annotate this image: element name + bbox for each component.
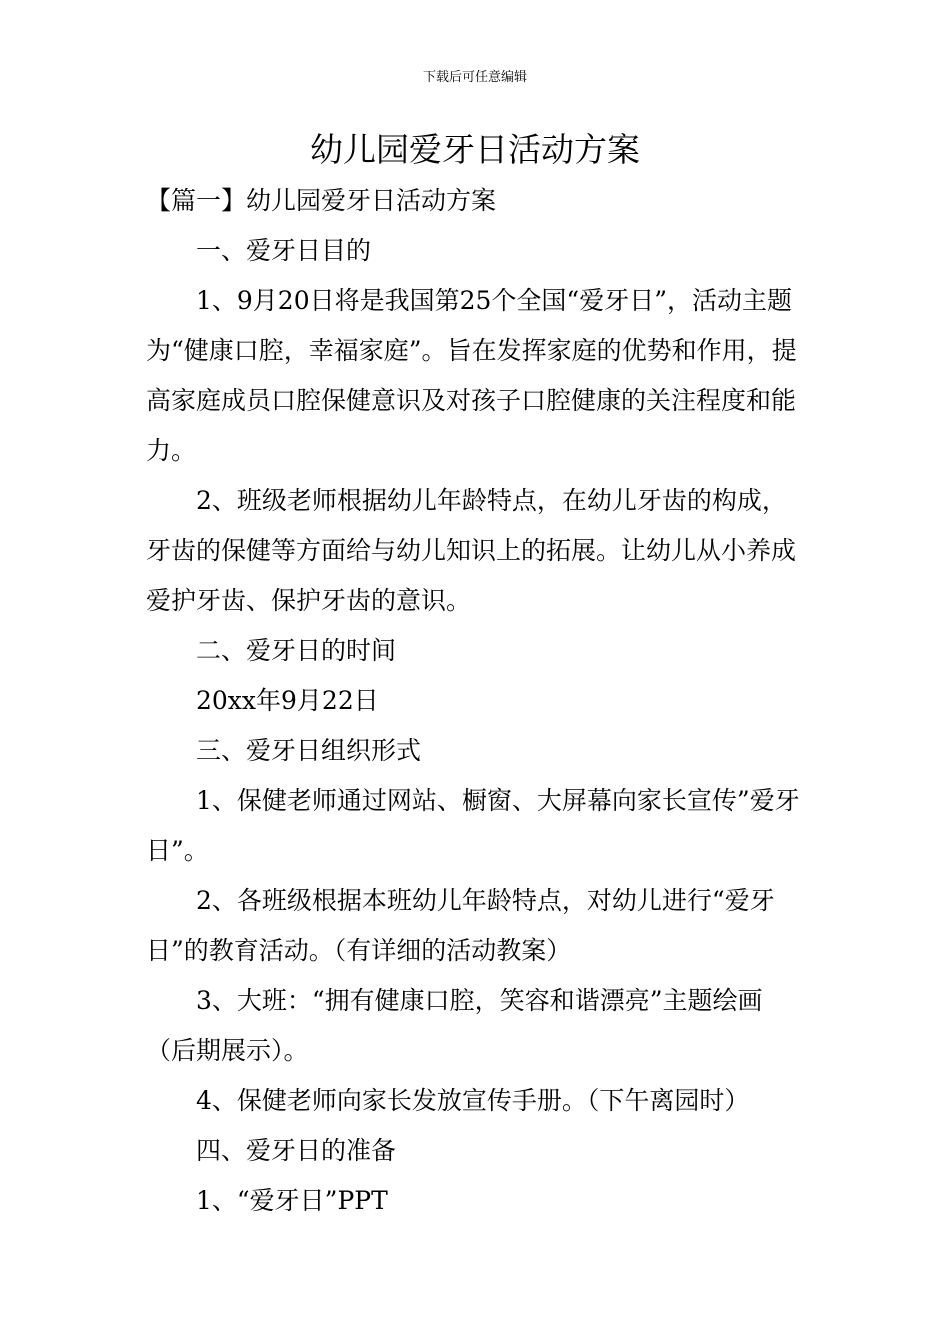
- paragraph-purpose-1: 1、9月20日将是我国第25个全国“爱牙日”，活动主题为“健康口腔，幸福家庭”。旨在发挥家庭的优势和作用，提高家庭成员口腔保健意识及对孩子口腔健康的关注程度和能力。: [146, 286, 797, 465]
- header-note: 下载后可任意编辑: [422, 70, 527, 85]
- document-body: [146, 176, 806, 1226]
- paragraph-organization-4: 4、保健老师向家长发放宣传手册。（下午离园时）: [196, 1086, 750, 1115]
- heading-time: 二、爱牙日的时间: [196, 636, 397, 665]
- section-heading-part-one: 【篇一】幼儿园爱牙日活动方案: [146, 186, 497, 215]
- heading-preparation: 四、爱牙日的准备: [196, 1136, 397, 1165]
- paragraph-purpose-2: 2、班级老师根据幼儿年龄特点，在幼儿牙齿的构成，牙齿的保健等方面给与幼儿知识上的拓展。让幼儿从小养成爱护牙齿、保护牙齿的意识。: [146, 486, 797, 615]
- document-title: 幼儿园爱牙日活动方案: [310, 130, 640, 169]
- heading-organization: 三、爱牙日组织形式: [196, 736, 422, 765]
- paragraph-organization-3: 3、大班：“拥有健康口腔，笑容和谐漂亮”主题绘画（后期展示）。: [146, 986, 763, 1065]
- paragraph-date: 20xx年9月22日: [196, 686, 379, 715]
- heading-purpose: 一、爱牙日目的: [196, 236, 372, 265]
- paragraph-preparation-1: 1、“爱牙日”PPT: [196, 1186, 388, 1215]
- paragraph-organization-1: 1、保健老师通过网站、橱窗、大屏幕向家长宣传”爱牙日”。: [146, 786, 800, 865]
- paragraph-organization-2: 2、各班级根据本班幼儿年龄特点，对幼儿进行“爱牙日”的教育活动。（有详细的活动教案）: [146, 886, 775, 965]
